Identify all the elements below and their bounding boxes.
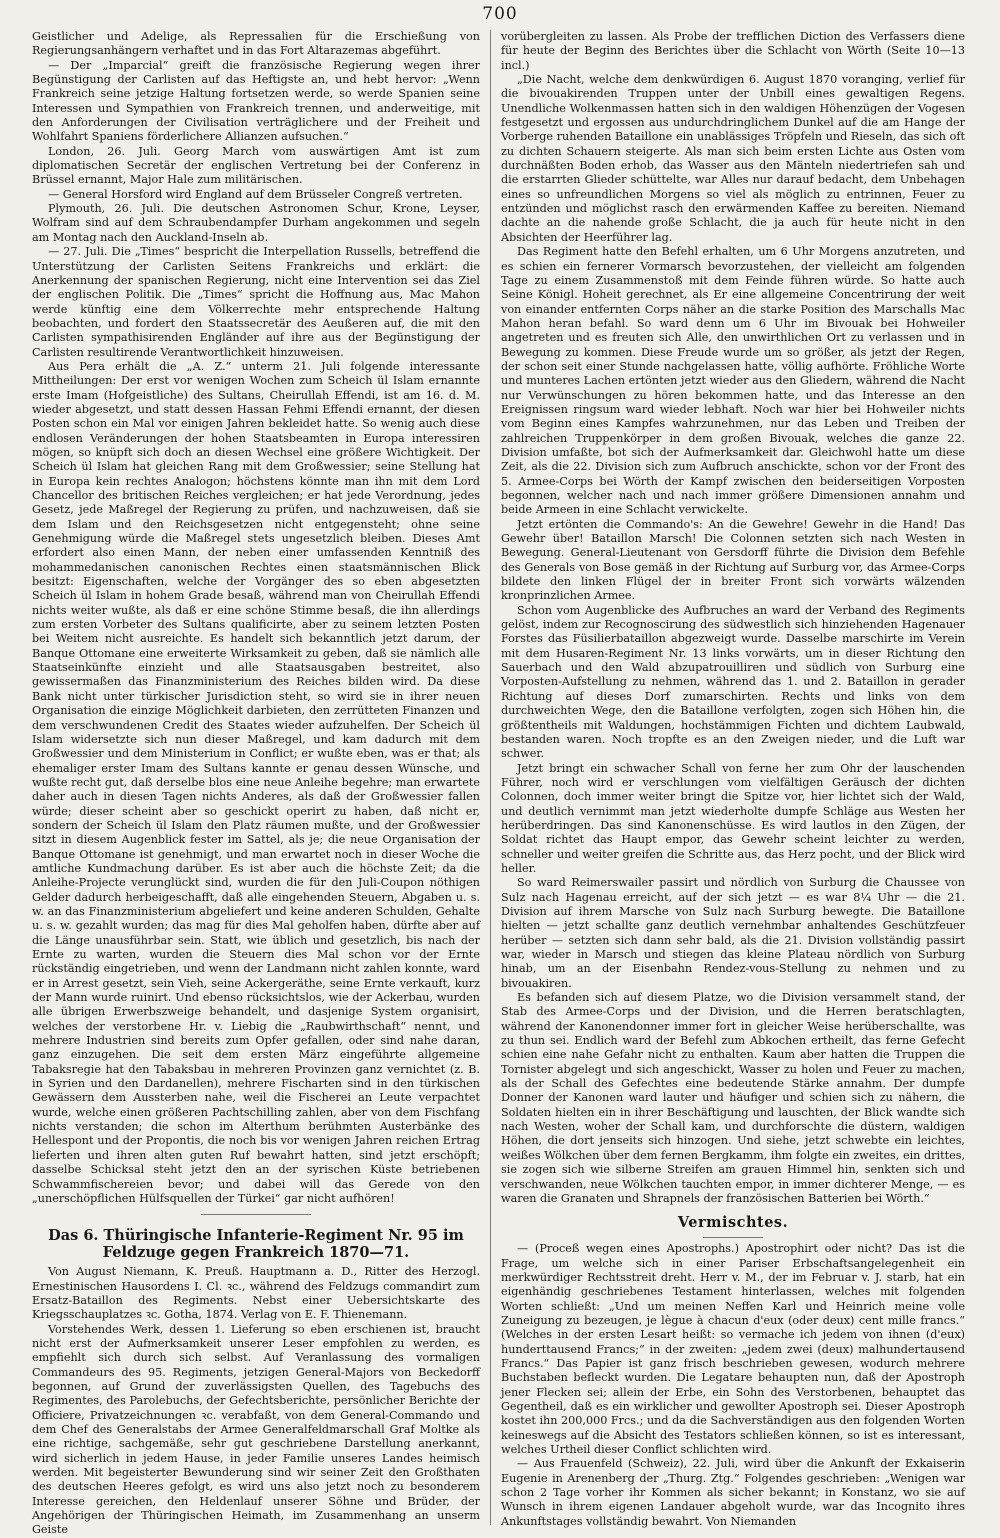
news-paragraph: Geistlicher und Adelige, als Repressalien für die Erschießung von Regierungsanhängern verhaftet und in das Fort Altarazemas abgeführt.: [32, 30, 480, 58]
section-paragraph: — (Proceß wegen eines Apostrophs.) Apostrophirt oder nicht? Das ist die Frage, um welche sich in einer Pariser Erbschaftsangelegenheit ein merkwürdiger Rechtsstreit dreht. Herr v. M., der im Februar v. J. starb, hat ein eigenhändig geschriebenes Testament hinterlassen, welches mit folgenden Worten schließt: „Und um meinen Neffen Karl und Heinrich meine volle Zuneigung zu bezeugen, je lègue à chacun d'eux (oder deux) cent mille francs.“ (Welches in der ersten Lesart heißt: so vermache ich jedem von ihnen (d'eux) hunderttausend Francs;“ in der zweiten: „jedem zwei (deux) malhundertausend Francs.“ Das Papier ist ganz frisch beschrieben gewesen, wodurch mehrere Buchstaben befleckt wurden. Die Legatare behaupten nun, daß der Apostroph jener Flecken sei; allein der Erbe, ein Sohn des Verstorbenen, behauptet das Gegentheil, daß es ein wirklicher und gewollter Apostroph sei. Dieser Apostroph kostet ihn 200,000 Frcs.; und da die Sachverständigen aus den folgenden Worten keineswegs auf die Absicht des Testators schließen können, so ist es interessant, welches Urtheil dieser Conflict schlichten wird.: [501, 1242, 965, 1456]
left-column: [32, 30, 480, 1537]
news-paragraph: London, 26. Juli. Georg March vom auswärtigen Amt ist zum diplomatischen Secretär der englischen Vertretung bei der Conferenz in Brüssel ernannt, Major Hale zum militärischen.: [32, 144, 480, 187]
article-paragraph: Es befanden sich auf diesem Platze, wo die Division versammelt stand, der Stab des Armee-Corps und der Division, und die Herren beratschlagten, während der Kanonendonner immer fort in gleicher Weise herüberschallte, was zu thun sei. Endlich ward der Befehl zum Abkochen ertheilt, das ferne Gefecht schien eine nahe Gefahr nicht zu enthalten. Kaum aber hatten die Truppen die Tornister abgelegt und sich angeschickt, Wasser zu holen und Feuer zu machen, als der Schall des Gefechtes eine bedeutende Stärke annahm. Der dumpfe Donner der Kanonen ward lauter und häufiger und schien sich zu nähern, die Soldaten hielten ein in ihrer Beschäftigung und lauschten, der Blick wandte sich nach Westen, woher der Schall kam, und durchforschte die düstern, waldigen Höhen, die dort jenseits sich hinzogen. Und siehe, jetzt schwebte ein leichtes, weißes Wölkchen über dem fernen Bergkamm, ihm folgte ein zweites, ein drittes, sie zogen sich wie silberne Streifen am grauen Himmel hin, senkten sich und verschwanden, neue Wölkchen tauchten empor, in immer dichterer Menge, — es waren die Granaten und Shrapnels der französischen Batterien bei Wörth.“: [501, 991, 965, 1205]
news-paragraph: Aus Pera erhält die „A. Z.“ unterm 21. Juli folgende interessante Mittheilungen: Der erst vor wenigen Wochen zum Scheich ül Islam ernannte erste Imam (Hofgeistliche) des Sultans, Cheirullah Effendi, ist am 16. d. M. wieder abgesetzt, und statt dessen Hassan Fehmi Effendi ernannt, der diesen Posten schon ein Mal vor einigen Jahren bekleidet hatte. So wenig auch diese endlosen Veränderungen der hohen Staatsbeamten in Europa interessiren mögen, so knüpft sich doch an diesen Wechsel eine größere Wichtigkeit. Der Scheich ül Islam hat gleichen Rang mit dem Großwessier; seine Stellung hat in Europa kein rechtes Analogon; höchstens könnte man ihn mit dem Lord Chancellor des britischen Reiches vergleichen; er hat jede Verordnung, jedes Gesetz, jede Maßregel der Regierung zu prüfen, und nachzuweisen, daß sie dem Islam und den Reichsgesetzen nicht entgegensteht; ohne seine Genehmigung würde die Maßregel stets ungesetzlich bleiben. Dieses Amt erfordert also einen Mann, der neben einer umfassenden Kenntniß des mohammedanischen canonischen Rechtes einen staatsmännischen Blick besitzt: Eigenschaften, welche der Vorgänger des so eben abgesetzten Scheich ül Islam in hohem Grade besaß, während man von Cheirullah Effendi nichts weiter wußte, als daß er eine schöne Stimme besaß, die ihn allerdings zum ersten Vorbeter des Sultans qualificirte, aber zu seinem letzten Posten bei Weitem nicht ausreichte. Es handelt sich bekanntlich jetzt darum, der Banque Ottomane eine erweiterte Wirksamkeit zu geben, daß sie nämlich alle Staatseinkünfte einzieht und alle Staatsausgaben bestreitet, also gewissermaßen das Finanzministerium des Reiches bilden wird. Da diese Bank nicht unter türkischer Jurisdiction steht, so wird sie in ihrer neuen Organisation die einzige Möglichkeit darbieten, den zerrütteten Finanzen und dem verschwundenen Credit des Staates wieder aufzuhelfen. Der Scheich ül Islam widersetzte sich nun dieser Maßregel, und kam dadurch mit dem Großwessier und dem Ministerium in Conflict; er wußte eben, was er that; als ehemaliger erster Imam des Sultans kannte er genau dessen Wünsche, und wußte recht gut, daß derselbe blos eine neue Anleihe begehre; man erwartete daher auch in diesen Tagen nichts Anderes, als daß der Großwessier fallen würde; dieser scheint aber so geschickt operirt zu haben, daß nicht er, sondern der Scheich ül Islam den Platz räumen mußte, und der Großwessier sitzt in diesem Augenblick fester im Sattel, als je; die neue Organisation der Banque Ottomane ist genehmigt, und man erwartet noch in dieser Woche die amtliche Kundmachung darüber. Es ist aber auch die höchste Zeit; da die Anleihe-Projecte verunglückt sind, wurden die für den Juli-Coupon nöthigen Gelder dadurch herbeigeschafft, daß alle eingehenden Steuern, Abgaben u. s. w. an das Finanzministerium abgeliefert und keine anderen Schulden, Gehalte u. s. w. gezahlt wurden; das mag für dies Mal geholfen haben, dürfte aber auf die Länge unausführbar sein. Statt, wie üblich und gesetzlich, bis nach der Ernte zu warten, wurden die Steuern dies Mal schon vor der Ernte rückständig eingetrieben, und wenn der Landmann nicht zahlen konnte, ward er in Arrest gesetzt, sein Vieh, seine Ackergeräthe, seine Ernte verkauft, kurz der Mann wurde ruinirt. Und ebenso rücksichtslos, wie der Ackerbau, wurden alle übrigen Erwerbszweige behandelt, und dasjenige System organisirt, welches der verstorbene Hr. v. Liebig die „Raubwirthschaft“ nennt, und mehrere Industrien sind bereits zum Opfer gefallen, oder sind nahe daran, ganz einzugehen. Die seit dem ersten März eingeführte allgemeine Tabaksregie hat den Tabaksbau in mehreren Provinzen ganz vernichtet (z. B. in Syrien und den Dardanellen), mehrere Fischarten sind in den türkischen Gewässern dem Aussterben nahe, weil die Fischerei an Leute verpachtet wurde, welche einen größeren Pachtschilling zahlen, aber von dem Fischfang nichts verstanden; die schon im Alterthum berühmten Austerbänke des Hellespont und der Propontis, die noch bis vor wenigen Jahren reichen Ertrag lieferten und ihren alten guten Ruf bewahrt hatten, sind jetzt erschöpft; dasselbe Schicksal steht jetzt den an der syrischen Küste betriebenen Schwammfischereien bevor; und dabei will das Gerede von den „unerschöpflichen Hülfsquellen der Türkei“ gar nicht aufhören!: [32, 359, 480, 1205]
book-review-article: [32, 1227, 480, 1538]
article-byline: Von August Niemann, K. Preuß. Hauptmann a. D., Ritter des Herzogl. Ernestinischen Hausordens I. Cl. ꝛc., während des Feldzugs commandirt zum Ersatz-Bataillon des Regiments. Nebst einer Uebersichtskarte des Kriegsschauplatzes ꝛc. Gotha, 1874. Verlag von E. F. Thienemann.: [32, 1265, 480, 1322]
article-paragraph: Das Regiment hatte den Befehl erhalten, um 6 Uhr Morgens anzutreten, und es schien ein fernerer Vormarsch bevorzustehen, der vielleicht am folgenden Tage zu einem Zusammenstoß mit dem Feinde führen würde. So hatte auch Seine Königl. Hoheit gerechnet, als Er eine allgemeine Concentrirung der weit von einander entfernten Corps näher an die starke Position des Marschalls Mac Mahon heran befahl. So ward denn um 6 Uhr im Bivouak bei Hohweiler angetreten und es freuten sich Alle, den unwirthlichen Ort zu verlassen und in Bewegung zu kommen. Diese Freude wurde um so größer, als jetzt der Regen, der schon seit einer Stunde nachgelassen hatte, völlig aufhörte. Fröhliche Worte und munteres Lachen ertönten jetzt wieder aus den Gliedern, während die Nacht nur Verwünschungen zu hören bekommen hatte, und das Interesse an den Ereignissen ringsum ward wieder lebhaft. Noch war hier bei Hohweiler nichts vom Beginn eines Kampfes wahrzunehmen, nur das Leben und Treiben der zahlreichen Truppenkörper in dem großen Bivouak, welches die ganze 22. Division umfaßte, bot sich der Aufmerksamkeit dar. Gleichwohl hatte um diese Zeit, als die 22. Division sich zum Aufbruch anschickte, schon vor der Front des 5. Armee-Corps bei Wörth der Kampf zwischen den beiderseitigen Vorposten begonnen, welcher nach und nach immer größere Dimensionen annahm und beide Armeen in eine Schlacht verwickelte.: [501, 245, 965, 517]
news-paragraph: — 27. Juli. Die „Times“ bespricht die Interpellation Russells, betreffend die Unterstützung der Carlisten Seitens Frankreichs und erklärt: die Anerkennung der spanischen Regierung, nicht eine Intervention sei das Ziel der englischen Politik. Die „Times“ spricht die Hoffnung aus, Mac Mahon werde künftig eine dem Völkerrechte mehr entsprechende Haltung beobachten, und fordert den Staatssecretär des Aeußeren auf, die mit den Carlisten sympathisirenden Engländer auf ihre aus der Begünstigung der Carlisten resultirende Verantwortlichkeit hinzuweisen.: [32, 245, 480, 359]
section-paragraph: — Aus Frauenfeld (Schweiz), 22. Juli, wird über die Ankunft der Exkaiserin Eugenie in Arenenberg der „Thurg. Ztg.“ Folgendes geschrieben: „Wenigen war schon 2 Tage vorher ihr Kommen als sicher bekannt; in Konstanz, wo sie auf Wunsch in ihrem eigenen Landauer abgeholt wurde, war das Incognito ihres Ankunftstages vollständig bewahrt. Von Niemanden: [501, 1457, 965, 1528]
news-paragraph: Plymouth, 26. Juli. Die deutschen Astronomen Schur, Krone, Leyser, Wolfram sind auf dem Schraubendampfer Durham angekommen und segeln am Montag nach den Auckland-Inseln ab.: [32, 202, 480, 244]
article-paragraph: So ward Reimerswailer passirt und nördlich von Surburg die Chaussee von Sulz nach Hagenau erreicht, auf der sich jetzt — es war 8¼ Uhr — die 21. Division auf ihrem Marsche von Sulz nach Surburg bewegte. Die Bataillone hielten — jetzt schallte ganz deutlich vernehmbar anhaltendes Geschützfeuer herüber — setzten sich dann sehr bald, als die 21. Division vollständig passirt war, wieder in Marsch und stiegen das kleine Plateau nördlich von Surburg hinab, um an der Eisenbahn Rendez-vous-Stellung zu nehmen und zu bivouakiren.: [501, 876, 965, 990]
article-paragraph: Schon vom Augenblicke des Aufbruches an ward der Verband des Regiments gelöst, indem zur Recognoscirung des südwestlich sich hinziehenden Hagenauer Forstes das Füsilierbataillon abgezweigt wurde. Dasselbe marschirte im Verein mit dem Husaren-Regiment Nr. 13 links vorwärts, um in dieser Richtung den Sauerbach und den Wald abzupatrouilliren und südlich von Surburg eine Vorposten-Aufstellung zu nehmen, während das 1. und 2. Bataillon in gerader Richtung auf dieses Dorf zumarschirten. Rechts und links von dem durchweichten Wege, den die Bataillone verfolgten, zogen sich Höhen hin, die größtentheils mit Waldungen, hochstämmigen Fichten und dichtem Laubwald, bestanden waren. Noch tropfte es an den Zweigen nieder, und die Luft war schwer.: [501, 603, 965, 761]
page-number: 700: [482, 4, 518, 24]
article-divider: [201, 1214, 311, 1215]
section-title: Vermischtes.: [677, 1214, 789, 1232]
column-divider: [490, 30, 491, 1525]
news-paragraph: — Der „Imparcial“ greift die französische Regierung wegen ihrer Begünstigung der Carlisten auf das Heftigste an, und hebt hervor: „Wenn Frankreich seine jetzige Haltung fortsetzen werde, so werde Spanien seine Interessen und Sympathien von Frankreich trennen, und anderweitige, mit den Anforderungen der Civilisation verträglichere und der Freiheit und Wohlfahrt Spaniens förderlichere Allianzen aufsuchen.“: [32, 58, 480, 144]
article-continuation: [501, 30, 965, 1206]
article-paragraph: Jetzt ertönten die Commando's: An die Gewehre! Gewehr in die Hand! Das Gewehr über! Bataillon Marsch! Die Colonnen setzten sich nach Westen in Bewegung. General-Lieutenant von Gersdorff führte die Division dem Befehle des Generals von Bose gemäß in der Richtung auf Surburg vor, das Armee-Corps bildete den linken Flügel der in breiter Front sich vorwärts wälzenden kronprinzlichen Armee.: [501, 517, 965, 603]
news-paragraph: — General Horsford wird England auf dem Brüsseler Congreß vertreten.: [48, 187, 463, 201]
article-paragraph: „Die Nacht, welche dem denkwürdigen 6. August 1870 voranging, verlief für die bivouakirenden Truppen unter der Unbill eines gewaltigen Regens. Unendliche Wolkenmassen hatten sich in den waldigen Höhenzügen der Vogesen festgesetzt und ergossen aus undurchdringlichem Dunkel auf die am Hange der Vorberge ruhenden Bataillone ein unablässiges Tröpfeln und Rieseln, das sich oft zu dichten Schauern steigerte. Als man sich beim ersten Lichte aus Osten vom durchnäßten Boden erhob, das Wasser aus den Mänteln niedertriefen sah und die erstarrten Glieder schüttelte, war Alles nur darauf bedacht, dem Unbehagen eines so unfreundlichen Morgens so viel als möglich zu entrinnen, Feuer zu entzünden und möglichst rasch den erwärmenden Kaffee zu bereiten. Niemand dachte an die nahende große Schlacht, die ja auch für heute nicht in den Absichten der Heerführer lag.: [501, 73, 965, 244]
article-paragraph: vorübergleiten zu lassen. Als Probe der trefflichen Diction des Verfassers diene für heute der Beginn des Berichtes über die Schlacht von Wörth (Seite 10—13 incl.): [501, 30, 965, 72]
left-news-items: [32, 30, 480, 1206]
miscellaneous-section: [501, 1214, 965, 1529]
article-paragraph: Jetzt bringt ein schwacher Schall von ferne her zum Ohr der lauschenden Führer, noch wird er verschlungen vom vielfältigen Geräusch der dichten Colonnen, doch immer weiter bringt die Spitze vor, hier lichtet sich der Wald, und deutlich vernimmt man jetzt wiederholte dumpfe Schläge aus Westen her herüberdringen. Das sind Kanonenschüsse. Es wird lautlos in den Zügen, der Soldat richtet das Haupt empor, das Gewehr scheint leichter zu werden, schneller und weiter greifen die Schritte aus, das Herz pocht, und der Blick wird heller.: [501, 761, 965, 875]
section-divider: [703, 1237, 763, 1238]
article-title: Das 6. Thüringische Infanterie-Regiment Nr. 95 im Feldzuge gegen Frankreich 1870—71.: [48, 1227, 464, 1262]
right-column: [501, 30, 965, 1528]
article-paragraph: Vorstehendes Werk, dessen 1. Lieferung so eben erschienen ist, braucht nicht erst der Aufmerksamkeit unserer Leser empfohlen zu werden, es empfiehlt sich durch sich selbst. Auf Veranlassung des vormaligen Commandeurs des 95. Regiments, jetzigen General-Majors von Beckedorff begonnen, auf Grund der zuverlässigsten Quellen, des Tagebuchs des Regimentes, des Parolebuchs, der Gefechtsberichte, persönlicher Berichte der Officiere, Privatzeichnungen ꝛc. verabfaßt, von dem General-Commando und dem Chef des Generalstabs der Armee Generalfeldmarschall Graf Moltke als eine richtige, sachgemäße, sehr gut geschriebene Darstellung anerkannt, wird sicherlich in jedem Hause, in jeder Familie unseres Landes heimisch werden. Mit begeisterter Bewunderung sind wir seiner Zeit den Großthaten des deutschen Heeres gefolgt, es wird uns also jetzt noch zu besonderem Interesse gereichen, den Heldenlauf unserer Söhne und Brüder, der Angehörigen der Thüringischen Heimath, im Zusammenhang an unserm Geiste: [32, 1322, 480, 1537]
